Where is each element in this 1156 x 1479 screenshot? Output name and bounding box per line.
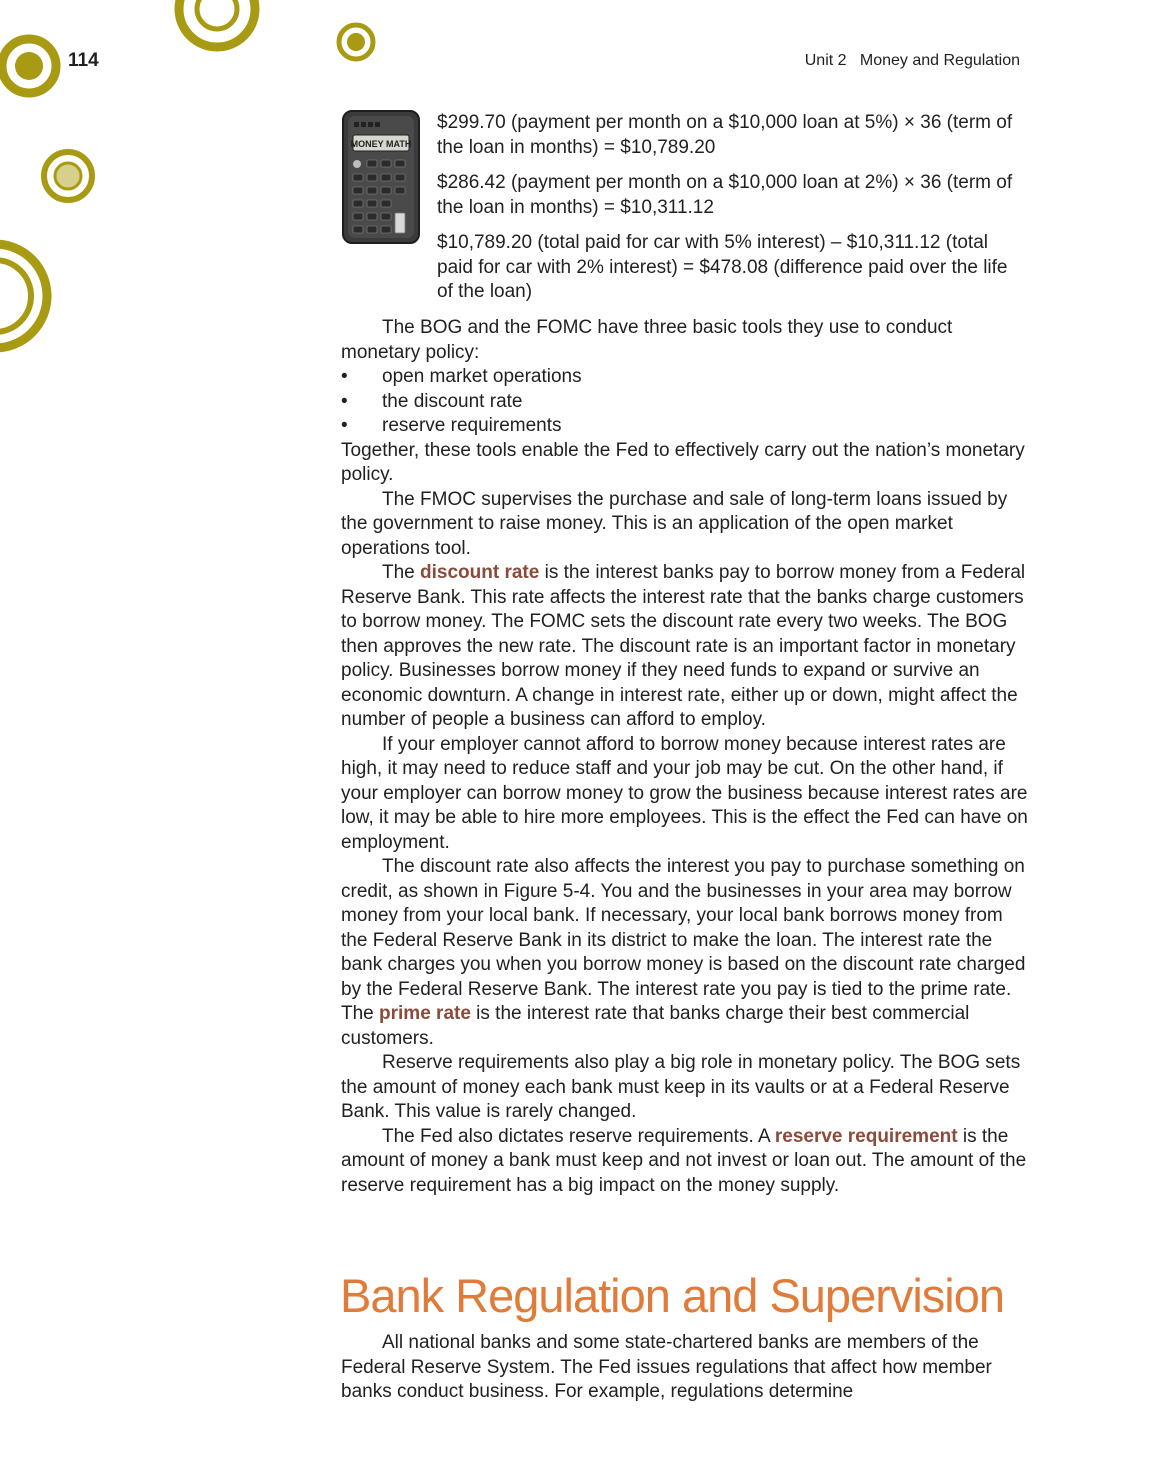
ring-mid-left-fill: [55, 163, 81, 189]
money-math-line-2: $286.42 (payment per month on a $10,000 loan at 2%) × 36 (term of the loan in months) = $10,311.12: [437, 172, 1013, 218]
employer-paragraph: If your employer cannot afford to borrow money because interest rates are high, it may need to reduce staff and your job may be cut. On the other hand, if your employer can borrow money to grow the business because interest rates are low, it may be able to hire more employees. This is the effect the Fed can have on employment.: [341, 733, 1028, 853]
body-text: [341, 316, 1031, 1198]
intro-paragraph: The BOG and the FOMC have three basic tools they use to conduct monetary policy:: [341, 317, 953, 363]
money-math-line-3: $10,789.20 (total paid for car with 5% interest) – $10,311.12 (total paid for car with 2% interest) = $478.08 (difference paid over the life of the loan): [437, 232, 1008, 302]
ring-small-dot: [347, 33, 365, 51]
key-term-prime-rate: prime rate: [379, 1003, 471, 1024]
page-number: 114: [68, 50, 99, 71]
ring-top-left-dot: [15, 52, 43, 80]
section-text: [341, 1331, 1031, 1405]
key-term-discount-rate: discount rate: [420, 562, 540, 583]
tools-list: [341, 365, 1031, 439]
list-item: [341, 390, 1031, 415]
list-item-text: open market operations: [382, 366, 582, 387]
reserve-role-paragraph: Reserve requirements also play a big role in monetary policy. The BOG sets the amount of money each bank must keep in its vaults or at a Federal Reserve Bank. This value is rarely changed.: [341, 1052, 1021, 1122]
list-item: [341, 365, 1031, 390]
section-heading: Bank Regulation and Supervision: [340, 1269, 1005, 1322]
money-math-box: [437, 111, 1027, 316]
discount-rate-paragraph: The discount rate is the interest banks pay to borrow money from a Federal Reserve Bank. This rate affects the interest rate that the banks charge customers to borrow money. The FOMC sets the discount rate every two weeks. The BOG then approves the new rate. The discount rate is an important factor in monetary policy. Businesses borrow money if they need funds to expand or survive an economic downturn. A change in interest rate, either up or down, might affect the number of people a business can afford to employ.: [341, 562, 1026, 730]
bullet: •: [341, 366, 348, 387]
running-head: Unit 2 Money and Regulation: [804, 52, 1020, 69]
ring-edge-inner: [0, 260, 31, 332]
section-paragraph: All national banks and some state-chartered banks are members of the Federal Reserve System. The Fed issues regulations that affect how member banks conduct business. For example, regulations determine: [341, 1332, 992, 1402]
together-paragraph: Together, these tools enable the Fed to effectively carry out the nation’s monetary policy.: [341, 439, 1025, 485]
key-term-reserve-requirement: reserve requirement: [774, 1125, 958, 1147]
bullet: •: [341, 415, 348, 436]
bullet: •: [341, 390, 348, 412]
fmoc-paragraph: The FMOC supervises the purchase and sale of long-term loans issued by the government to raise money. This is an application of the open market operations tool.: [341, 488, 1008, 559]
list-item-text: the discount rate: [382, 390, 523, 412]
ring-top-large: [179, 0, 255, 47]
decorative-rings: [0, 0, 400, 380]
calculator-screen-label: MONEY MATH: [350, 139, 412, 149]
reserve-requirement-paragraph: The Fed also dictates reserve requirements. A reserve requirement is the amount of money a bank must keep and not invest or loan out. The amount of the reserve requirement has a big impact on the money supply.: [341, 1125, 1027, 1196]
ring-top-large-inner: [197, 0, 237, 29]
credit-paragraph: The discount rate also affects the interest you pay to purchase something on credit, as shown in Figure 5-4. You and the businesses in your area may borrow money from your local bank. If necessary, your local bank borrows money from the Federal Reserve Bank in its district to make the loan. The interest rate the bank charges you when you borrow money is based on the discount rate charged by the Federal Reserve Bank. The interest rate you pay is tied to the prime rate. The prime rate is the interest rate that banks charge their best commercial customers.: [341, 856, 1026, 1049]
money-math-line-1: $299.70 (payment per month on a $10,000 loan at 5%) × 36 (term of the loan in months) = $10,789.20: [437, 112, 1013, 158]
calculator-icon: [342, 110, 420, 244]
list-item-text: reserve requirements: [382, 415, 562, 436]
list-item: [341, 414, 1031, 439]
